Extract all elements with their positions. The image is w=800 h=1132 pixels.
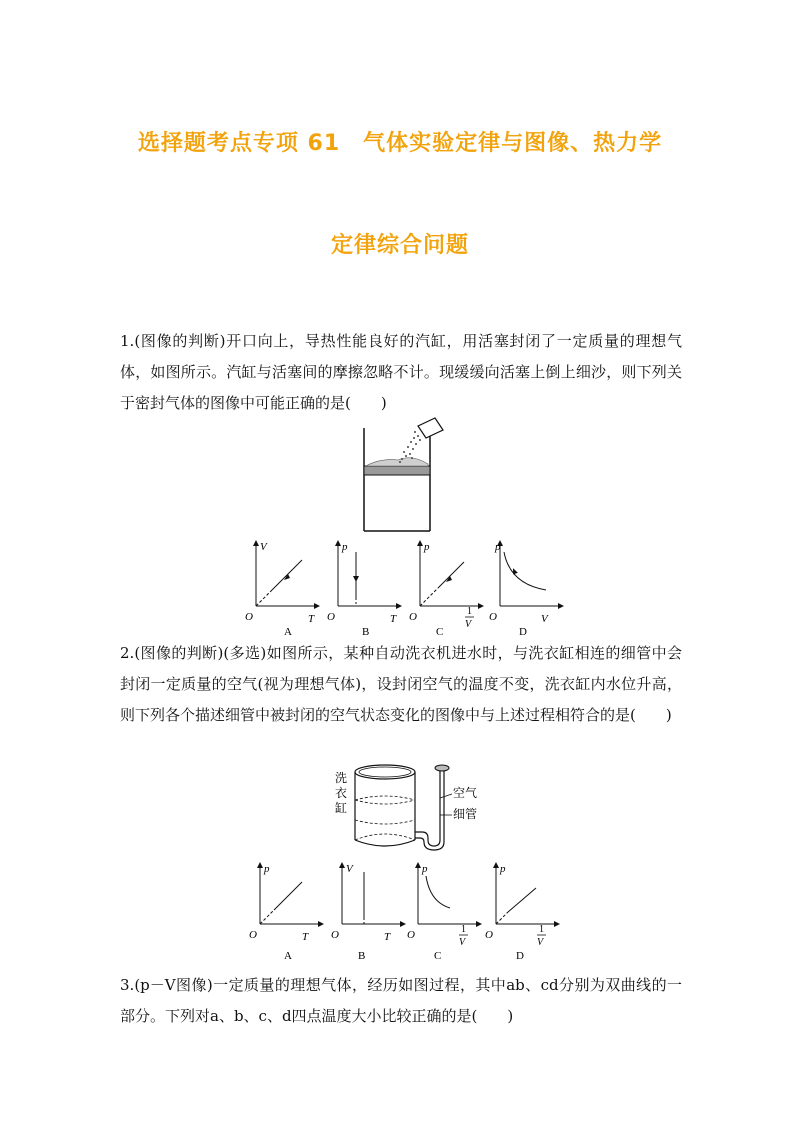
q2-a-y-label: p [264, 863, 270, 875]
q2-b-origin: O [331, 929, 339, 941]
question-1 [120, 326, 682, 419]
q1-b-option-label: B [362, 626, 370, 638]
q1-c-x-label-den: V [465, 619, 472, 630]
q2-graph-d [482, 860, 562, 962]
q2-a-origin: O [249, 929, 257, 941]
question-3-text: 一定质量的理想气体，经历如图过程，其中ab、cd分别为双曲线的一部分。下列对a、b、c、d四点温度大小比较正确的是( ) [120, 976, 682, 1025]
label-tub-1: 洗 [335, 771, 348, 785]
q1-a-origin: O [245, 611, 253, 623]
q2-b-y-label: V [346, 863, 353, 875]
label-tube: 细管 [453, 807, 478, 821]
q2-d-y-label: p [500, 863, 506, 875]
page-title-line2: 定律综合问题 [330, 233, 469, 258]
q2-c-option-label: C [434, 950, 442, 962]
q1-d-origin: O [489, 611, 497, 623]
question-3-number: 3. [120, 976, 135, 994]
q1-d-x-label: V [541, 613, 548, 625]
q1-graph-d [486, 538, 566, 638]
washing-machine-figure [330, 760, 480, 860]
q2-d-x-label-den: V [537, 937, 544, 948]
question-2-tag: (图像的判断)(多选) [134, 644, 267, 662]
q2-d-origin: O [485, 929, 493, 941]
cylinder-sand-figure [340, 414, 460, 536]
q2-d-x-label-num: 1 [539, 924, 544, 935]
q2-graph-c [404, 860, 484, 962]
q2-a-option-label: A [284, 950, 292, 962]
q1-a-y-label: V [260, 541, 267, 553]
q1-b-x-label: T [390, 613, 397, 625]
question-2 [120, 638, 682, 731]
q1-b-origin: O [327, 611, 335, 623]
question-2-text: 如图所示，某种自动洗衣机进水时，与洗衣缸相连的细管中会封闭一定质量的空气(视为理想气体)，设封闭空气的温度不变，洗衣缸内水位升高，则下列各个描述细管中被封闭的空气状态变化的图像中与上述过程相符合的是( ) [120, 644, 682, 724]
q2-c-y-label: p [422, 863, 428, 875]
q1-graph-c [406, 538, 486, 638]
label-tub-3: 缸 [335, 801, 348, 815]
label-tub-2: 衣 [335, 786, 348, 800]
question-3 [120, 970, 682, 1032]
q2-c-x-label-den: V [459, 937, 466, 948]
q1-graph-b [324, 538, 404, 638]
q2-d-option-label: D [516, 950, 524, 962]
q2-c-x-label-num: 1 [461, 924, 466, 935]
question-2-number: 2. [120, 644, 135, 662]
question-1-tag: (图像的判断) [134, 332, 226, 350]
q2-c-origin: O [407, 929, 415, 941]
question-3-tag: (p－V图像) [134, 976, 213, 994]
q2-graph-b [328, 860, 408, 962]
q2-a-x-label: T [302, 931, 309, 943]
q1-c-y-label: p [424, 541, 430, 553]
q1-a-option-label: A [284, 626, 292, 638]
question-1-text: 开口向上，导热性能良好的汽缸，用活塞封闭了一定质量的理想气体，如图所示。汽缸与活塞间的摩擦忽略不计。现缓缓向活塞上倒上细沙，则下列关于密封气体的图像中可能正确的是( ) [120, 332, 682, 412]
q2-graph-a [246, 860, 326, 962]
q1-c-origin: O [409, 611, 417, 623]
page-title-line1: 选择题考点专项 61 气体实验定律与图像、热力学 [137, 131, 663, 156]
q1-d-option-label: D [519, 626, 527, 638]
q1-c-x-label-num: 1 [467, 606, 472, 617]
question-1-number: 1. [120, 332, 135, 350]
q1-c-option-label: C [436, 626, 444, 638]
q1-a-x-label: T [308, 613, 315, 625]
q1-graph-a [242, 538, 322, 638]
q2-b-x-label: T [384, 931, 391, 943]
q1-d-y-label: p [495, 541, 501, 553]
q1-b-y-label: p [342, 541, 348, 553]
q2-b-option-label: B [358, 950, 366, 962]
label-air: 空气 [453, 786, 478, 800]
